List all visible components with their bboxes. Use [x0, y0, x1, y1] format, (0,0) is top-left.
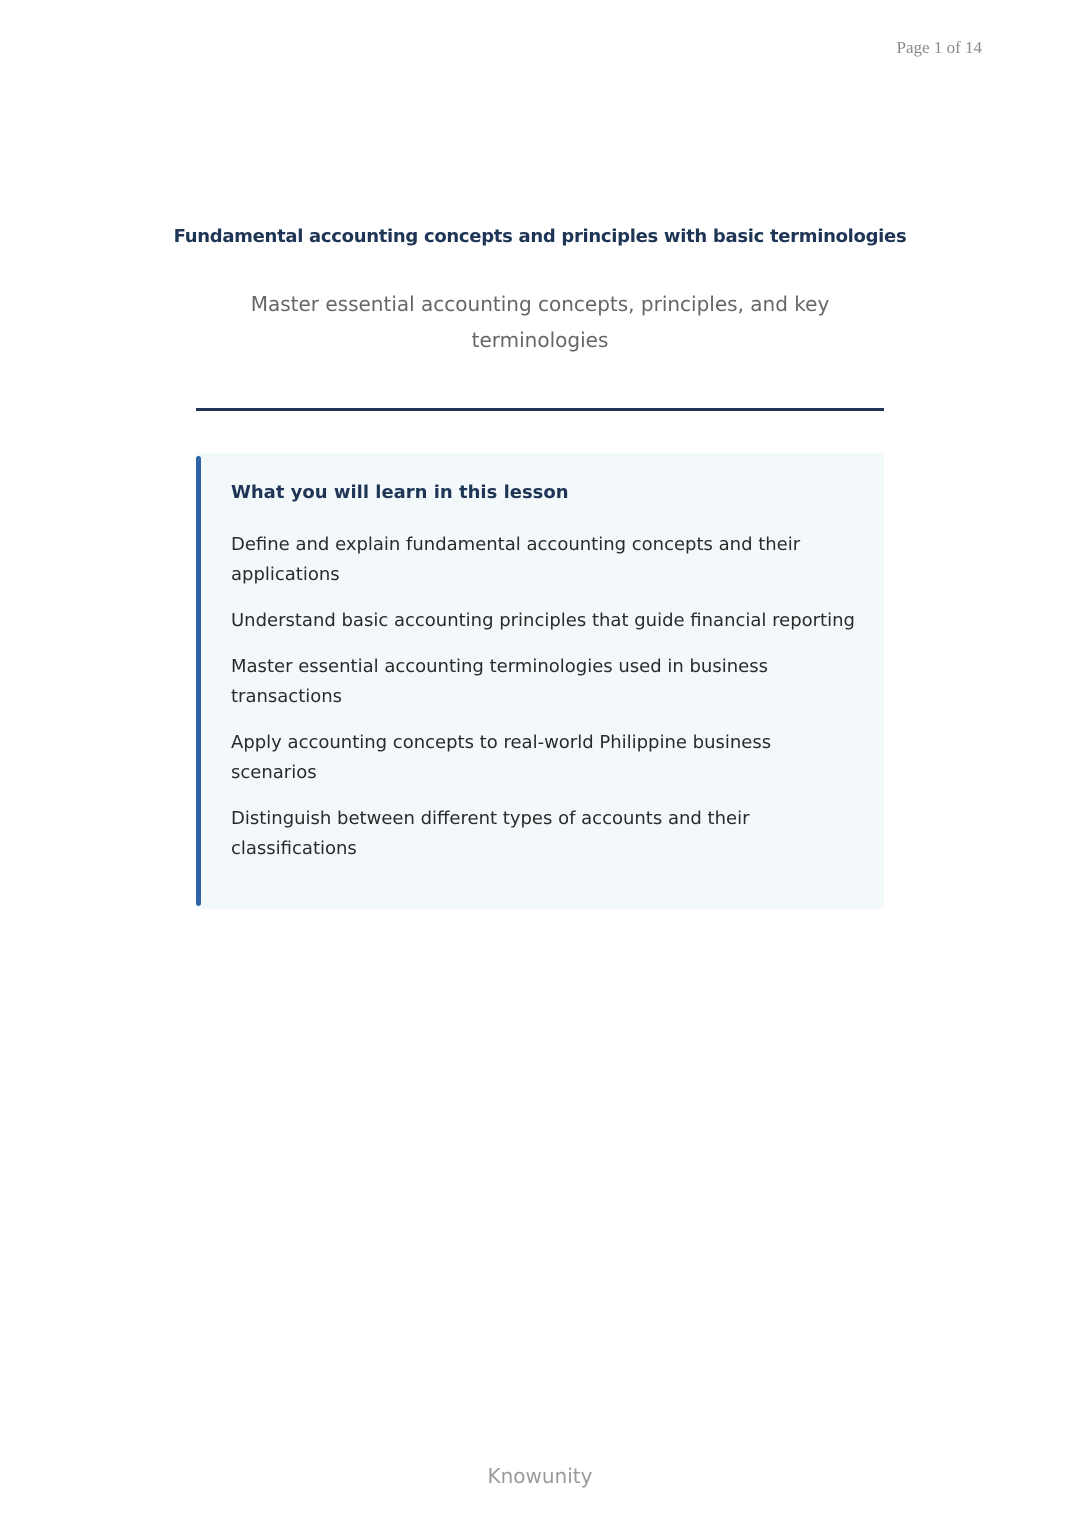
footer-brand: Knowunity [487, 1464, 593, 1488]
objective-item: Apply accounting concepts to real-world Philippine business scenarios [231, 732, 772, 783]
objective-item: Understand basic accounting principles that guide financial reporting [231, 610, 855, 631]
objective-item: Distinguish between different types of accounts and their classifications [231, 808, 750, 859]
objective-item: Master essential accounting terminologies used in business transactions [231, 656, 768, 707]
objectives-heading: What you will learn in this lesson [231, 482, 569, 503]
page-number: Page 1 of 14 [896, 38, 982, 57]
lesson-title: Fundamental accounting concepts and principles with basic terminologies [173, 226, 907, 247]
lesson-subtitle: Master essential accounting concepts, principles, and key terminologies [250, 292, 830, 352]
title-divider [196, 408, 884, 411]
objectives-accent-bar [196, 456, 201, 906]
objective-item: Define and explain fundamental accounting concepts and their applications [231, 534, 801, 585]
